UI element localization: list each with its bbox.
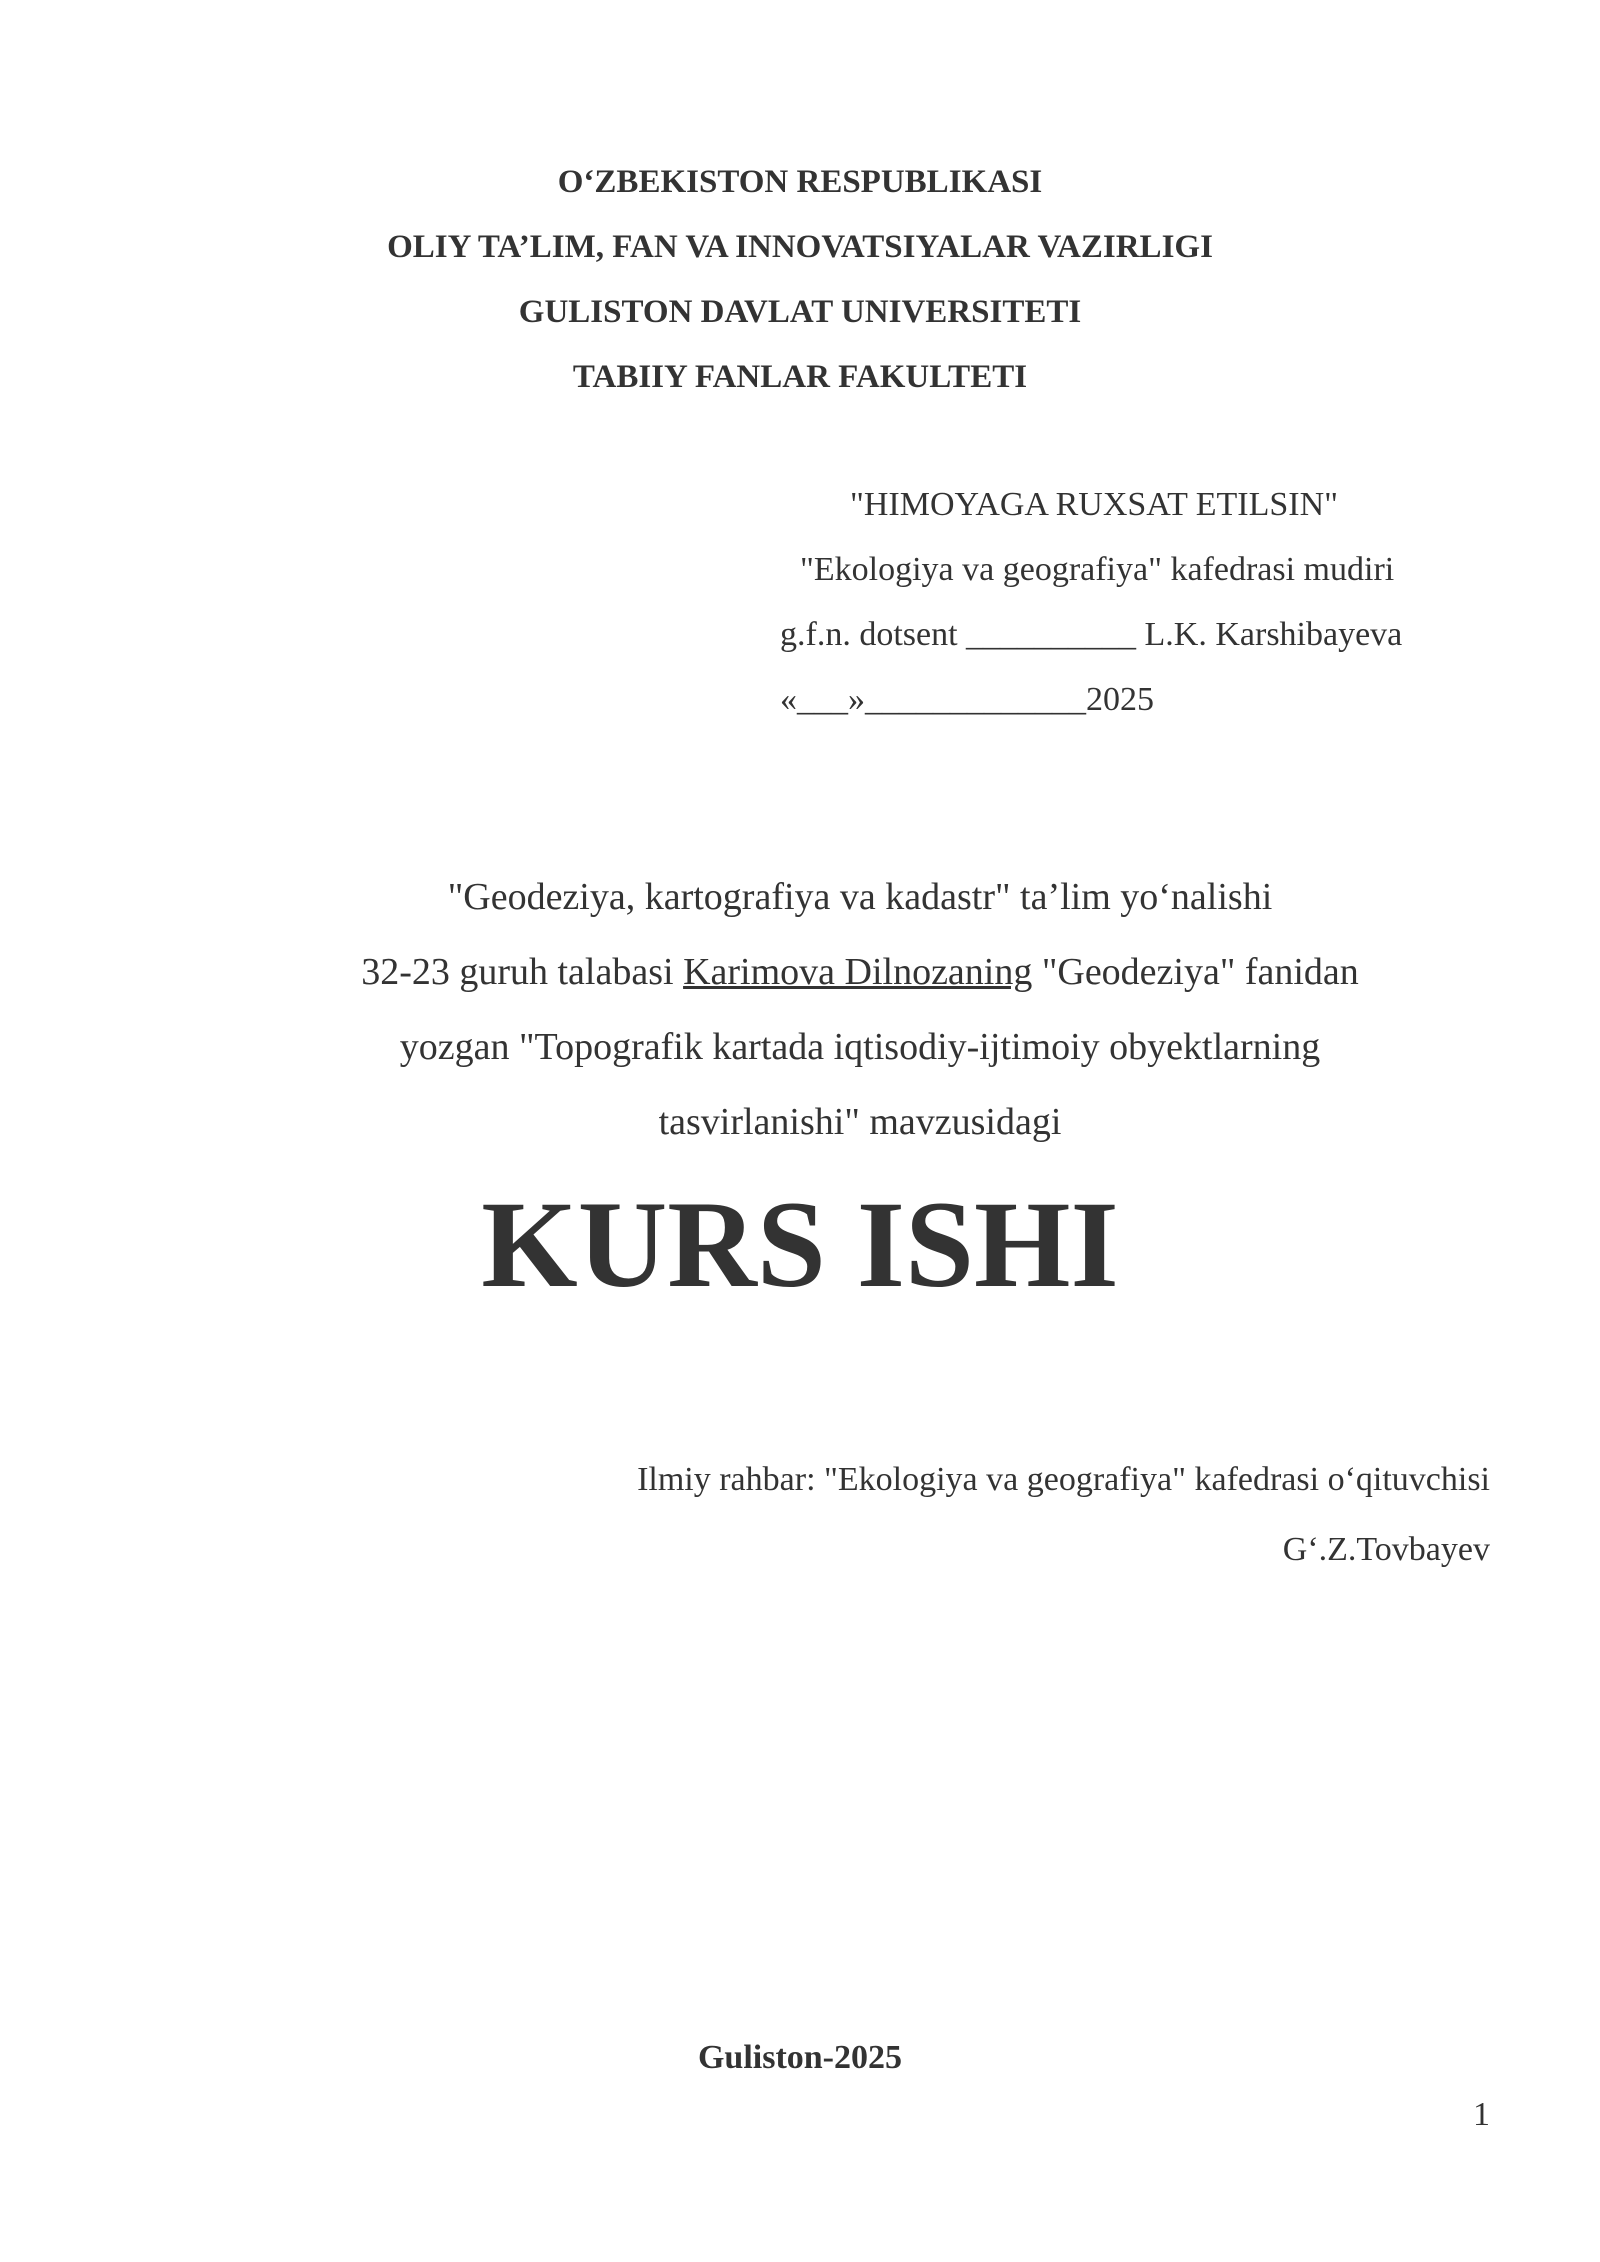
header-ministry: OLIY TA’LIM, FAN VA INNOVATSIYALAR VAZIRLIGI — [387, 229, 1213, 265]
institution-header — [0, 150, 1600, 410]
topic-line-2 — [200, 935, 1520, 1010]
approval-heading: "HIMOYAGA RUXSAT ETILSIN" — [850, 486, 1339, 523]
topic-line-3: yozgan "Topografik kartada iqtisodiy-ijtimoiy obyektlarning — [399, 1026, 1321, 1068]
approval-signature: g.f.n. dotsent __________ L.K. Karshibayeva — [780, 616, 1403, 653]
advisor-role: Ilmiy rahbar: "Ekologiya va geografiya" kafedrasi o‘qituvchisi — [637, 1461, 1490, 1498]
document-title: KURS ISHI — [481, 1176, 1119, 1313]
header-faculty: TABIIY FANLAR FAKULTETI — [572, 359, 1028, 395]
advisor-name: G‘.Z.Tovbayev — [1282, 1531, 1490, 1568]
header-country: O‘ZBEKISTON RESPUBLIKASI — [557, 164, 1043, 200]
approval-date: «___»_____________2025 — [780, 681, 1154, 718]
topic-line-4: tasvirlanishi" mavzusidagi — [658, 1101, 1062, 1143]
topic-line-2-suffix: "Geodeziya" fanidan — [1032, 951, 1359, 993]
topic-description — [200, 860, 1520, 1160]
page-number: 1 — [1473, 2096, 1490, 2133]
header-university: GULISTON DAVLAT UNIVERSITETI — [518, 294, 1082, 330]
advisor-block — [637, 1445, 1490, 1585]
approval-department-head: "Ekologiya va geografiya" kafedrasi mudiri — [800, 551, 1395, 588]
topic-line-1: "Geodeziya, kartografiya va kadastr" ta’lim yo‘nalishi — [447, 876, 1273, 918]
approval-block — [780, 472, 1480, 732]
city-year: Guliston-2025 — [697, 2039, 903, 2076]
topic-line-2-prefix: 32-23 guruh talabasi — [361, 951, 684, 993]
student-name: Karimova Dilnozaning — [683, 951, 1033, 993]
